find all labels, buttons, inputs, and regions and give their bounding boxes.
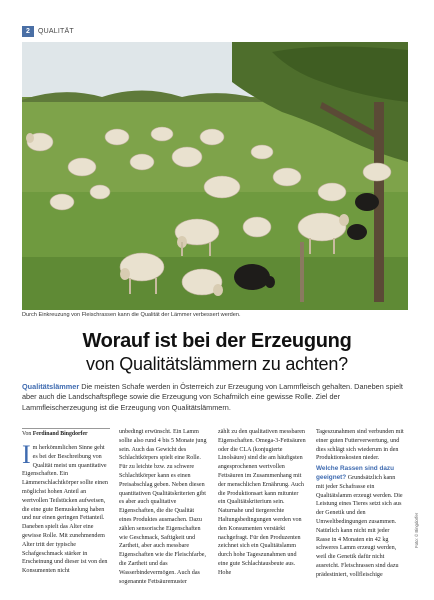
- lead-text: Die meisten Schafe werden in Österreich zur Erzeugung von Lammfleisch gehalten. Daneben spielt aber auch die Landschaftspflege sowie die Erzeugung von Schafmilch eine gewisse Rolle. Ziel der Lammfleischerzeugung ist die Erzeugung von Qualitätslämmern.: [22, 382, 403, 412]
- article-title: Worauf ist bei der Erzeugung: [82, 330, 352, 352]
- page-number: 2: [22, 26, 34, 37]
- photo-credit: Foto: © Bingdorfer: [414, 512, 419, 548]
- column-3-text: zählt zu den qualitativen messbaren Eigenschaften. Omega-3-Fettsäuren oder die CLA (konjugierte Linolsäure) sind die am häufigsten angesprochenen wertvollen Fettsäuren im Zusammenhang mit der menschlichen Ernährung. Auch die Produktionsart kann mitunter ein Qualitätskriterium sein. Naturnahe und tiergerechte Haltungsbedingungen werden von den Konsumenten verstärkt nachgefragt. Für den Produzenten zeichnet sich ein Qualitätslamm durch hohe Tageszunahmen und eine gute Schlachtausbeute aus. Hohe: [218, 429, 306, 576]
- column-3: [218, 428, 306, 578]
- sheep-meadow-photo: [22, 42, 408, 310]
- byline: [22, 428, 110, 439]
- lead-paragraph: [22, 382, 414, 413]
- column-2-text: unbedingt erwünscht. Ein Lamm sollte also rund 4 bis 5 Monate jung sein. Auch das Gewicht des Schlachtkörpers spielt eine Rolle. Für zu leichte bzw. zu schwere Schlachtkörper kann es einen Preisabschlag geben. Neben diesen quantitativen Qualitätskriterien gibt es aber auch qualitative Eigenschaften, die die Qualität eines Produktes ausmachen. Dazu zählen sensorische Eigenschaften wie Geschmack, Saftigkeit und Zartheit, aber auch messbare Eigenschaften wie die Fleischfarbe, die Zartheit und das Wasserbindevermögen. Auch das sogenannte Fettsäuremuster: [119, 429, 207, 585]
- drop-cap: I: [22, 440, 31, 469]
- byline-prefix: Von: [22, 431, 32, 437]
- article-subtitle: von Qualitätslämmern zu achten?: [86, 354, 348, 374]
- column-1-text: m herkömmlichen Sinne geht es bei der Beschreibung von Qualität meist um quantitative Eigenschaften. Ein Lämmerschlachtkörper sollte einen möglichst hohen Anteil an wertvollen Teilstücken aufweisen, die eine gute Bemuskelung haben und nur einen geringen Fettanteil. Daneben spielt das Alter eine gewisse Rolle. Mit zunehmendem Alter tritt der typische Schafgeschmack stärker in Erscheinung und dieser ist von den Konsumenten nicht: [22, 445, 108, 575]
- section-label: QUALITÄT: [38, 27, 74, 35]
- column-2: [119, 428, 207, 586]
- byline-author: Ferdinand Bingdorfer: [32, 431, 88, 437]
- column-1: [22, 428, 110, 576]
- column-4: [316, 428, 404, 580]
- subheading-rassen: Welche Rassen sind dazu geeignet?: [316, 465, 395, 481]
- lead-keyword: Qualitätslämmer: [22, 382, 80, 391]
- article-body: [22, 428, 412, 593]
- page-header: [22, 25, 74, 37]
- column-4-text-b: Grundsätzlich kann mit jeder Schafrasse ein Qualitätslamm erzeugt werden. Die Leistung eines Tieres setzt sich aus der Genetik und den Umweltbedingungen zusammen. Natürlich kann nicht mit jeder Rasse in 4 Monaten ein 42 kg schweres Lamm erzeugt werden, weil die Genetik dafür nicht ausreicht. Fleischrassen sind dazu prädestiniert, vollfleischige: [316, 474, 403, 578]
- photo-caption: Durch Einkreuzung von Fleischrassen kann die Qualität der Lämmer verbessert werden.: [22, 312, 241, 318]
- column-4-text: Tageszunahmen sind verbunden mit einer guten Futterverwertung, und dies schlägt sich wiederum in den Produktionskosten nieder.: [316, 429, 404, 462]
